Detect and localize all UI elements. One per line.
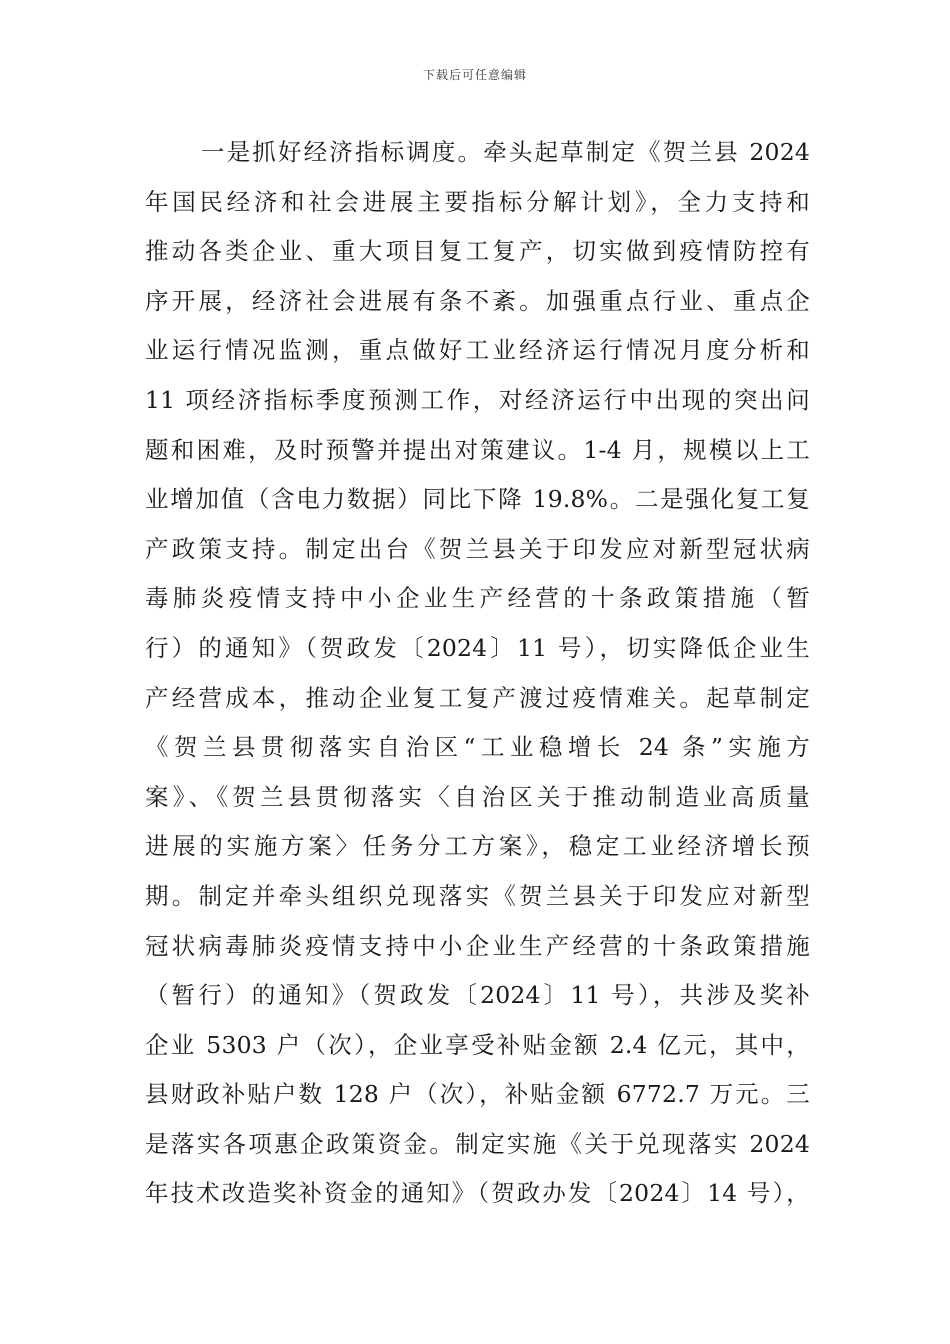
text-line: 是落实各项惠企政策资金。制定实施《关于兑现落实 2024 [145,1129,810,1158]
text-line: （暂行）的通知》（贺政发〔2024〕11 号），共涉及奖补 [145,981,810,1010]
text-line: 业运行情况监测，重点做好工业经济运行情况月度分析和 [145,336,810,365]
text-line: 题和困难，及时预警并提出对策建议。1-4 月，规模以上工 [145,435,810,464]
text-line: 企业 5303 户（次），企业享受补贴金额 2.4 亿元，其中， [145,1030,810,1059]
text-line: 冠状病毒肺炎疫情支持中小企业生产经营的十条政策措施 [145,931,810,960]
text-line: 11 项经济指标季度预测工作，对经济运行中出现的突出问 [145,385,810,414]
text-line: 产经营成本，推动企业复工复产渡过疫情难关。起草制定 [145,683,810,712]
text-line: 产政策支持。制定出台《贺兰县关于印发应对新型冠状病 [145,534,810,563]
text-line: 年国民经济和社会进展主要指标分解计划》，全力支持和 [145,187,810,216]
text-line: 业增加值（含电力数据）同比下降 19.8%。二是强化复工复 [145,485,810,514]
text-line: 序开展，经济社会进展有条不紊。加强重点行业、重点企 [145,286,810,315]
text-line: 一是抓好经济指标调度。牵头起草制定《贺兰县 2024 [201,138,810,166]
text-line: 期。制定并牵头组织兑现落实《贺兰县关于印发应对新型 [145,881,810,910]
text-line: 推动各类企业、重大项目复工复产，切实做到疫情防控有 [145,237,810,266]
text-line: 行）的通知》（贺政发〔2024〕11 号），切实降低企业生 [145,633,810,662]
body-paragraph [145,128,810,1219]
text-line: 县财政补贴户数 128 户（次），补贴金额 6772.7 万元。三 [145,1080,810,1109]
text-line: 案》、《贺兰县贯彻落实〈自治区关于推动制造业高质量 [145,782,810,811]
text-line: 年技术改造奖补资金的通知》（贺政办发〔2024〕14 号）， [145,1179,810,1208]
text-line: 《贺兰县贯彻落实自治区“工业稳增长 24 条”实施方 [145,733,810,762]
text-line: 毒肺炎疫情支持中小企业生产经营的十条政策措施（暂 [145,584,810,613]
header-note: 下载后可任意编辑 [422,68,527,82]
text-line: 进展的实施方案〉任务分工方案》，稳定工业经济增长预 [145,832,810,861]
